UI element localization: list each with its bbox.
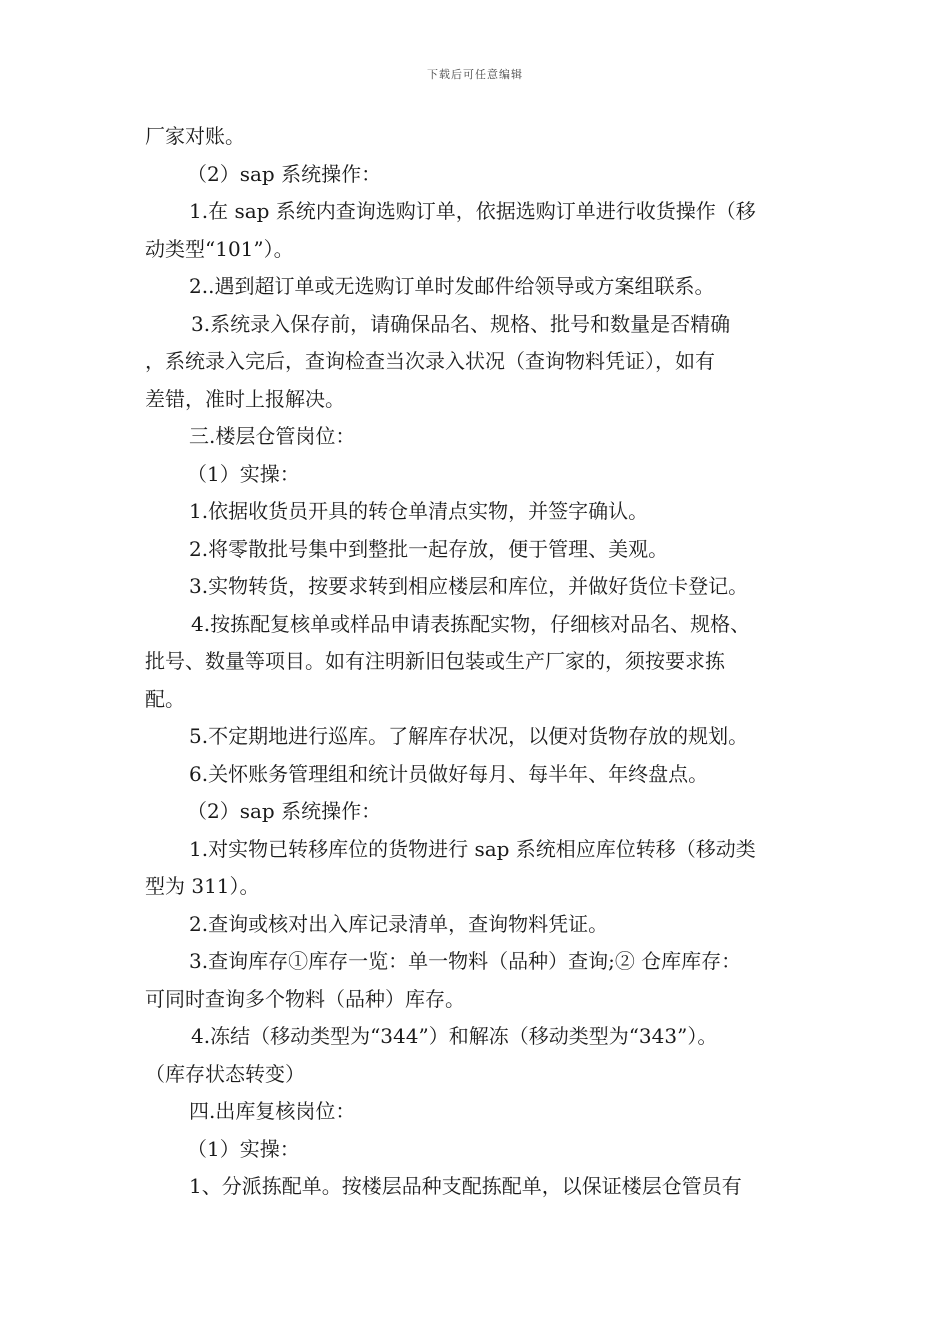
text-line: 3.系统录入保存前，请确保品名、规格、批号和数量是否精确: [191, 311, 731, 336]
text-line: （库存状态转变）: [145, 1061, 305, 1086]
text-line: 批号、数量等项目。如有注明新旧包装或生产厂家的，须按要求拣: [145, 649, 725, 673]
text-line: 2.将零散批号集中到整批一起存放，便于管理、美观。: [189, 536, 669, 561]
text-line: 2.查询或核对出入库记录清单，查询物料凭证。: [189, 911, 609, 936]
subsection-heading: （1）实操：: [187, 461, 300, 486]
subsection-heading: （2）sap 系统操作：: [187, 799, 382, 823]
text-line: 2..遇到超订单或无选购订单时发邮件给领导或方案组联系。: [189, 274, 715, 298]
text-line: 可同时查询多个物料（品种）库存。: [145, 986, 465, 1011]
section-heading: 三.楼层仓管岗位：: [189, 424, 356, 448]
document-body: [145, 118, 825, 1206]
text-line: 厂家对账。: [145, 124, 245, 148]
text-line: 型为 311）。: [145, 874, 260, 898]
text-line: 配。: [145, 686, 185, 711]
section-heading: 四.出库复核岗位：: [189, 1099, 356, 1123]
text-line: 5.不定期地进行巡库。了解库存状况，以便对货物存放的规划。: [189, 724, 749, 748]
text-line: 差错，准时上报解决。: [145, 386, 345, 411]
text-line: ，系统录入完后，查询检查当次录入状况（查询物料凭证），如有: [145, 349, 715, 373]
text-line: 1.对实物已转移库位的货物进行 sap 系统相应库位转移（移动类: [189, 836, 756, 861]
text-line: 动类型“101”）。: [145, 236, 294, 261]
text-line: 1.在 sap 系统内查询选购订单，依据选购订单进行收货操作（移: [189, 199, 756, 223]
text-line: 1.依据收货员开具的转仓单清点实物，并签字确认。: [189, 499, 649, 523]
page-header: 下载后可任意编辑: [427, 68, 523, 81]
text-line: 1、分派拣配单。按楼层品种支配拣配单，以保证楼层仓管员有: [189, 1174, 742, 1198]
text-line: 4.按拣配复核单或样品申请表拣配实物，仔细核对品名、规格、: [191, 611, 751, 636]
text-line: 6.关怀账务管理组和统计员做好每月、每半年、年终盘点。: [189, 761, 709, 786]
text-line: （2）sap 系统操作：: [187, 161, 382, 186]
text-line: 3.实物转货，按要求转到相应楼层和库位，并做好货位卡登记。: [189, 574, 749, 598]
subsection-heading: （1）实操：: [187, 1136, 300, 1161]
text-line: 3.查询库存①库存一览：单一物料（品种）查询;② 仓库库存：: [189, 949, 742, 973]
text-line: 4.冻结（移动类型为“344”）和解冻（移动类型为“343”）。: [191, 1024, 718, 1048]
